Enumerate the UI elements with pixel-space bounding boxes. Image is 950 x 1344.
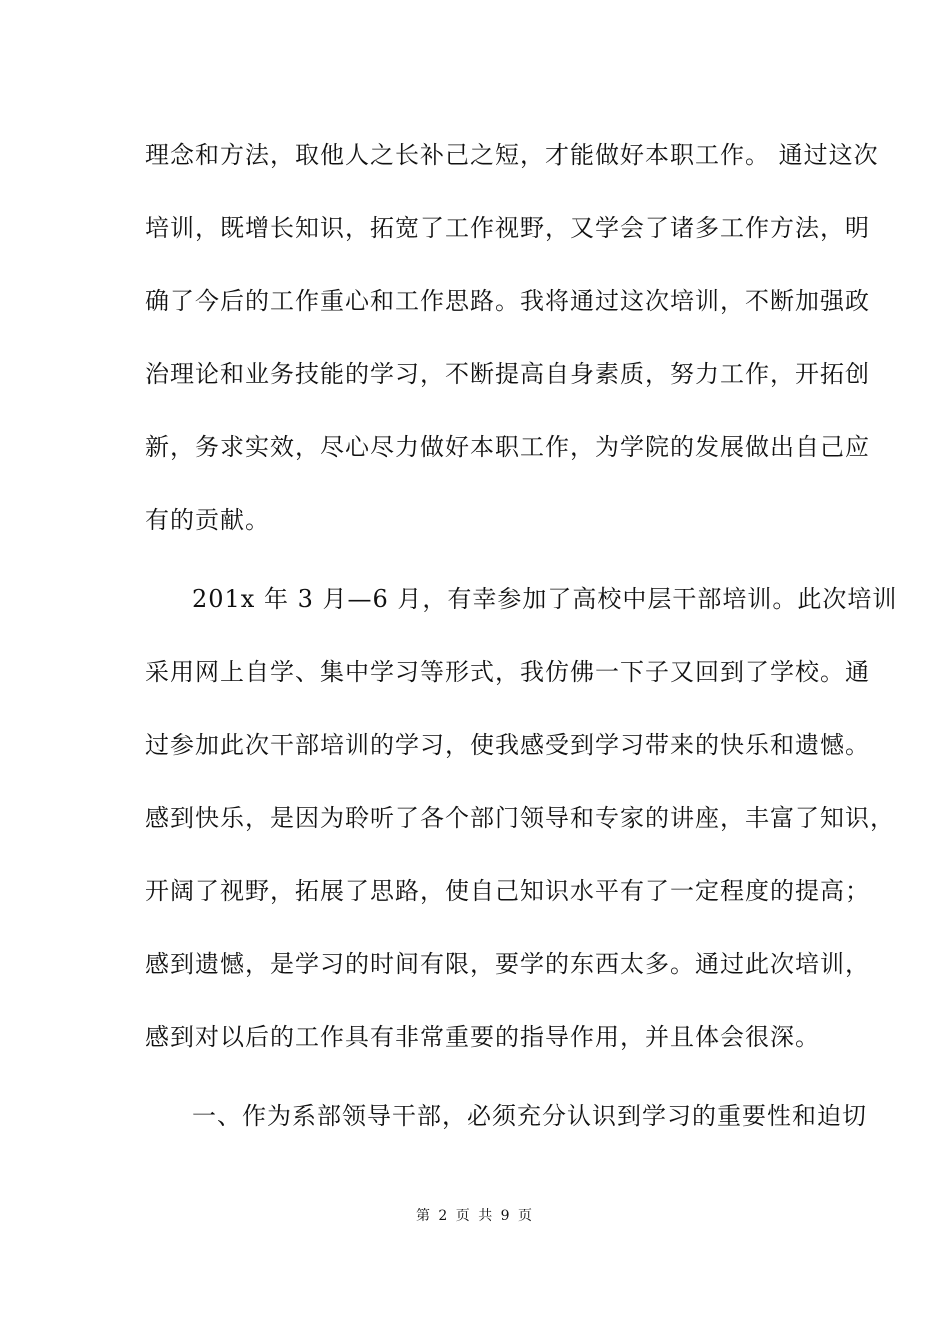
text-line: 开阔了视野，拓展了思路，使自己知识水平有了一定程度的提高； [145, 877, 870, 905]
text-line: 感到快乐，是因为聆听了各个部门领导和专家的讲座，丰富了知识， [145, 804, 895, 832]
text-line: 感到对以后的工作具有非常重要的指导作用，并且体会很深。 [145, 1023, 820, 1051]
section-heading-line: 一、作为系部领导干部，必须充分认识到学习的重要性和迫切 [192, 1102, 867, 1130]
paragraph-start-line: 201x 年 3 月—6 月，有幸参加了高校中层干部培训。此次培训 [192, 585, 898, 613]
text-line: 理念和方法，取他人之长补己之短，才能做好本职工作。 通过这次 [145, 141, 879, 169]
text-line: 过参加此次干部培训的学习，使我感受到学习带来的快乐和遗憾。 [145, 731, 870, 759]
text-line: 确了今后的工作重心和工作思路。我将通过这次培训，不断加强政 [145, 287, 870, 315]
text-line: 治理论和业务技能的学习，不断提高自身素质，努力工作，开拓创 [145, 360, 870, 388]
text-line: 有的贡献。 [145, 506, 270, 534]
text-line: 培训，既增长知识，拓宽了工作视野，又学会了诸多工作方法，明 [145, 214, 870, 242]
text-line: 采用网上自学、集中学习等形式，我仿佛一下子又回到了学校。通 [145, 658, 870, 686]
text-line: 新，务求实效，尽心尽力做好本职工作，为学院的发展做出自己应 [145, 433, 870, 461]
text-line: 感到遗憾，是学习的时间有限，要学的东西太多。通过此次培训， [145, 950, 870, 978]
page-number: 第 2 页 共 9 页 [415, 1208, 535, 1224]
